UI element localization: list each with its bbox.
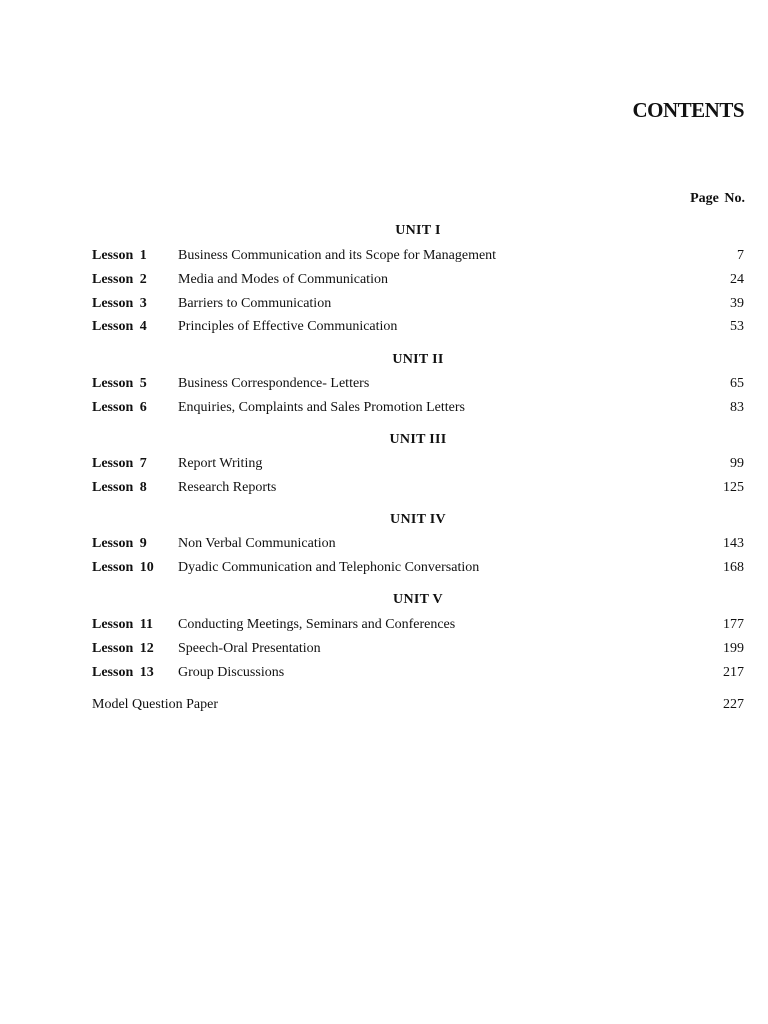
page-number: 53 [730,319,744,334]
lesson-number: Lesson 2 [92,272,147,287]
page-number: 7 [737,248,744,263]
lesson-number: Lesson 11 [92,617,153,632]
lesson-title: Dyadic Communication and Telephonic Conversation [178,560,480,575]
toc-entry[interactable] [92,560,744,580]
lesson-title: Research Reports [178,480,277,495]
toc-entry[interactable] [92,319,744,339]
page-number: 217 [723,665,744,680]
page-number: 125 [723,480,744,495]
toc-entry[interactable] [92,665,744,685]
page-title: CONTENTS [632,98,744,122]
lesson-title: Barriers to Communication [178,296,332,311]
lesson-number: Lesson 5 [92,376,147,391]
lesson-title: Group Discussions [178,665,285,680]
page-number-header: Page No. [690,191,745,206]
lesson-title: Enquiries, Complaints and Sales Promotion Letters [178,400,465,415]
lesson-number: Lesson 9 [92,536,147,551]
lesson-title: Media and Modes of Communication [178,272,388,287]
lesson-title: Conducting Meetings, Seminars and Conferences [178,617,456,632]
unit-heading: UNIT I [395,223,441,238]
lesson-number: Lesson 10 [92,560,154,575]
page-number: 83 [730,400,744,415]
unit-heading: UNIT V [393,592,443,607]
page-number: 177 [723,617,744,632]
page-number: 168 [723,560,744,575]
page-number: 39 [730,296,744,311]
page-number: 199 [723,641,744,656]
toc-entry[interactable] [92,400,744,420]
lesson-title: Report Writing [178,456,263,471]
toc-entry[interactable] [92,272,744,292]
page-number: 24 [730,272,744,287]
unit-heading: UNIT IV [390,512,446,527]
lesson-number: Lesson 3 [92,296,147,311]
lesson-number: Lesson 13 [92,665,154,680]
lesson-number: Lesson 8 [92,480,147,495]
toc-entry[interactable] [92,296,744,316]
lesson-number: Lesson 4 [92,319,147,334]
page-number: 99 [730,456,744,471]
toc-entry[interactable] [92,456,744,476]
unit-heading: UNIT III [389,432,447,447]
toc-entry[interactable] [92,248,744,268]
page-number: 143 [723,536,744,551]
page-number: 65 [730,376,744,391]
model-paper-title: Model Question Paper [92,697,218,712]
toc-entry-model-paper[interactable] [92,697,744,717]
lesson-title: Principles of Effective Communication [178,319,398,334]
lesson-number: Lesson 6 [92,400,147,415]
toc-entry[interactable] [92,536,744,556]
lesson-number: Lesson 12 [92,641,154,656]
page-number: 227 [723,697,744,712]
lesson-title: Business Correspondence- Letters [178,376,370,391]
lesson-title: Non Verbal Communication [178,536,336,551]
toc-entry[interactable] [92,617,744,637]
lesson-title: Speech-Oral Presentation [178,641,321,656]
lesson-number: Lesson 7 [92,456,147,471]
toc-entry[interactable] [92,480,744,500]
toc-entry[interactable] [92,641,744,661]
lesson-number: Lesson 1 [92,248,147,263]
toc-entry[interactable] [92,376,744,396]
lesson-title: Business Communication and its Scope for Management [178,248,497,263]
unit-heading: UNIT II [392,352,444,367]
